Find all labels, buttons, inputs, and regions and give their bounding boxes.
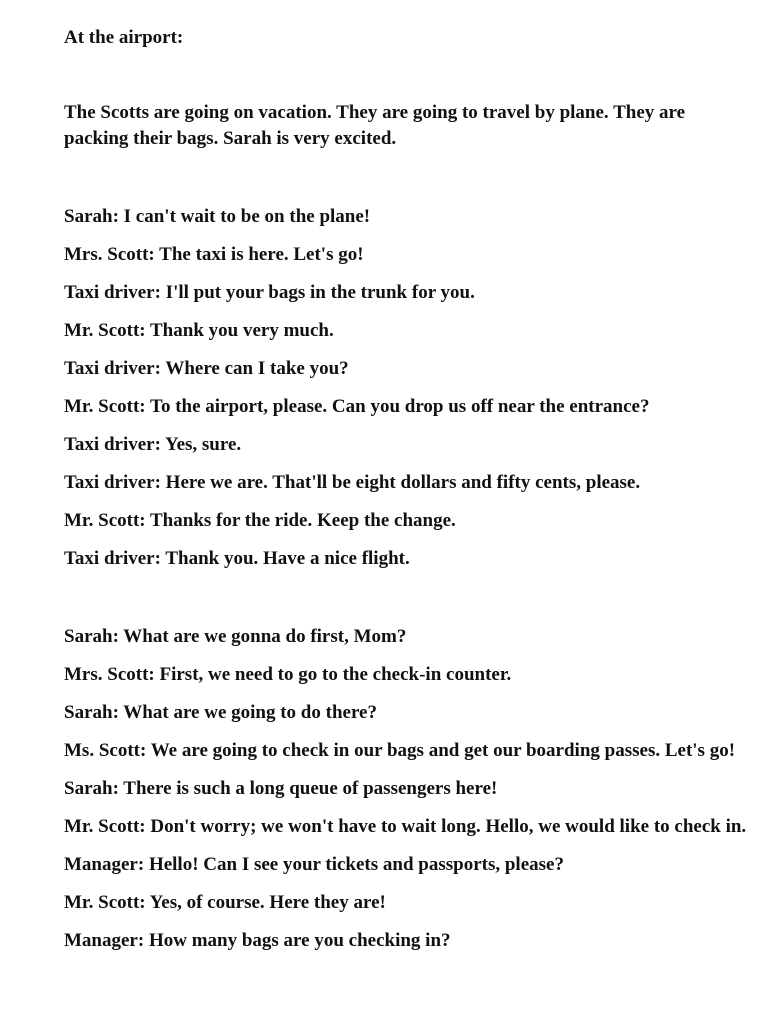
document-title: At the airport: xyxy=(64,27,184,48)
taxi-dialogue-section xyxy=(64,204,748,572)
dialogue-line: Taxi driver: Where can I take you? xyxy=(64,358,349,379)
dialogue-line: Mr. Scott: Don't worry; we won't have to wait long. Hello, we would like to check in. xyxy=(64,816,747,837)
dialogue-line: Mrs. Scott: The taxi is here. Let's go! xyxy=(64,244,364,265)
dialogue-line: Sarah: I can't wait to be on the plane! xyxy=(64,206,371,227)
dialogue-line: Manager: How many bags are you checking in? xyxy=(64,930,451,951)
dialogue-line: Sarah: There is such a long queue of passengers here! xyxy=(64,778,498,799)
dialogue-line: Mrs. Scott: First, we need to go to the check-in counter. xyxy=(64,664,512,685)
dialogue-line: Sarah: What are we gonna do first, Mom? xyxy=(64,626,407,647)
airport-dialogue-section xyxy=(64,624,748,954)
dialogue-line: Mr. Scott: Thank you very much. xyxy=(64,320,334,341)
dialogue-line: Taxi driver: Thank you. Have a nice flight. xyxy=(64,548,410,569)
dialogue-line: Mr. Scott: Thanks for the ride. Keep the change. xyxy=(64,510,456,531)
dialogue-line: Taxi driver: I'll put your bags in the trunk for you. xyxy=(64,282,475,303)
dialogue-line: Taxi driver: Here we are. That'll be eight dollars and fifty cents, please. xyxy=(64,472,641,493)
dialogue-line: Taxi driver: Yes, sure. xyxy=(64,434,242,455)
dialogue-line: Sarah: What are we going to do there? xyxy=(64,702,377,723)
dialogue-line: Mr. Scott: To the airport, please. Can you drop us off near the entrance? xyxy=(64,396,650,417)
intro-paragraph: The Scotts are going on vacation. They are going to travel by plane. They are packing their bags. Sarah is very excited. xyxy=(64,102,686,149)
document-page xyxy=(64,26,748,954)
dialogue-line: Ms. Scott: We are going to check in our bags and get our boarding passes. Let's go! xyxy=(64,740,736,761)
dialogue-line: Manager: Hello! Can I see your tickets and passports, please? xyxy=(64,854,564,875)
dialogue-line: Mr. Scott: Yes, of course. Here they are! xyxy=(64,892,386,913)
